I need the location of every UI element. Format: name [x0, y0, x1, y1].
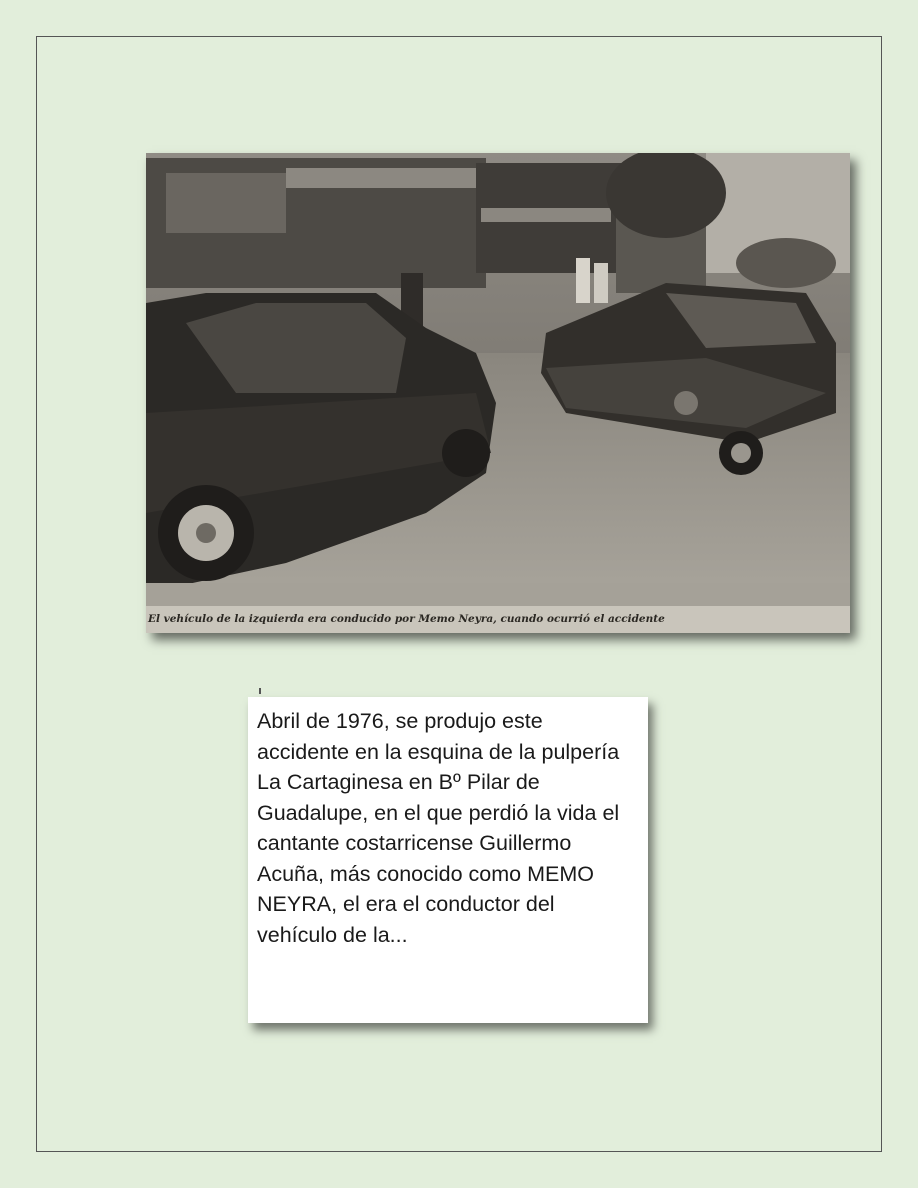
accident-photo-image: [146, 153, 850, 606]
newspaper-photo: [146, 153, 850, 633]
photo-caption: El vehículo de la izquierda era conducido por Memo Neyra, cuando ocurrió el accidente: [146, 606, 850, 633]
card-marker: [259, 688, 261, 694]
article-text: Abril de 1976, se produjo este accidente en la esquina de la pulpería La Cartaginesa en Bº Pilar de Guadalupe, en el que perdió la vida el cantante costarricense Guillermo Acuña, más conocido como MEMO NEYRA, el era el conductor del vehículo de la...: [257, 709, 620, 947]
article-text-card: [248, 697, 648, 1023]
